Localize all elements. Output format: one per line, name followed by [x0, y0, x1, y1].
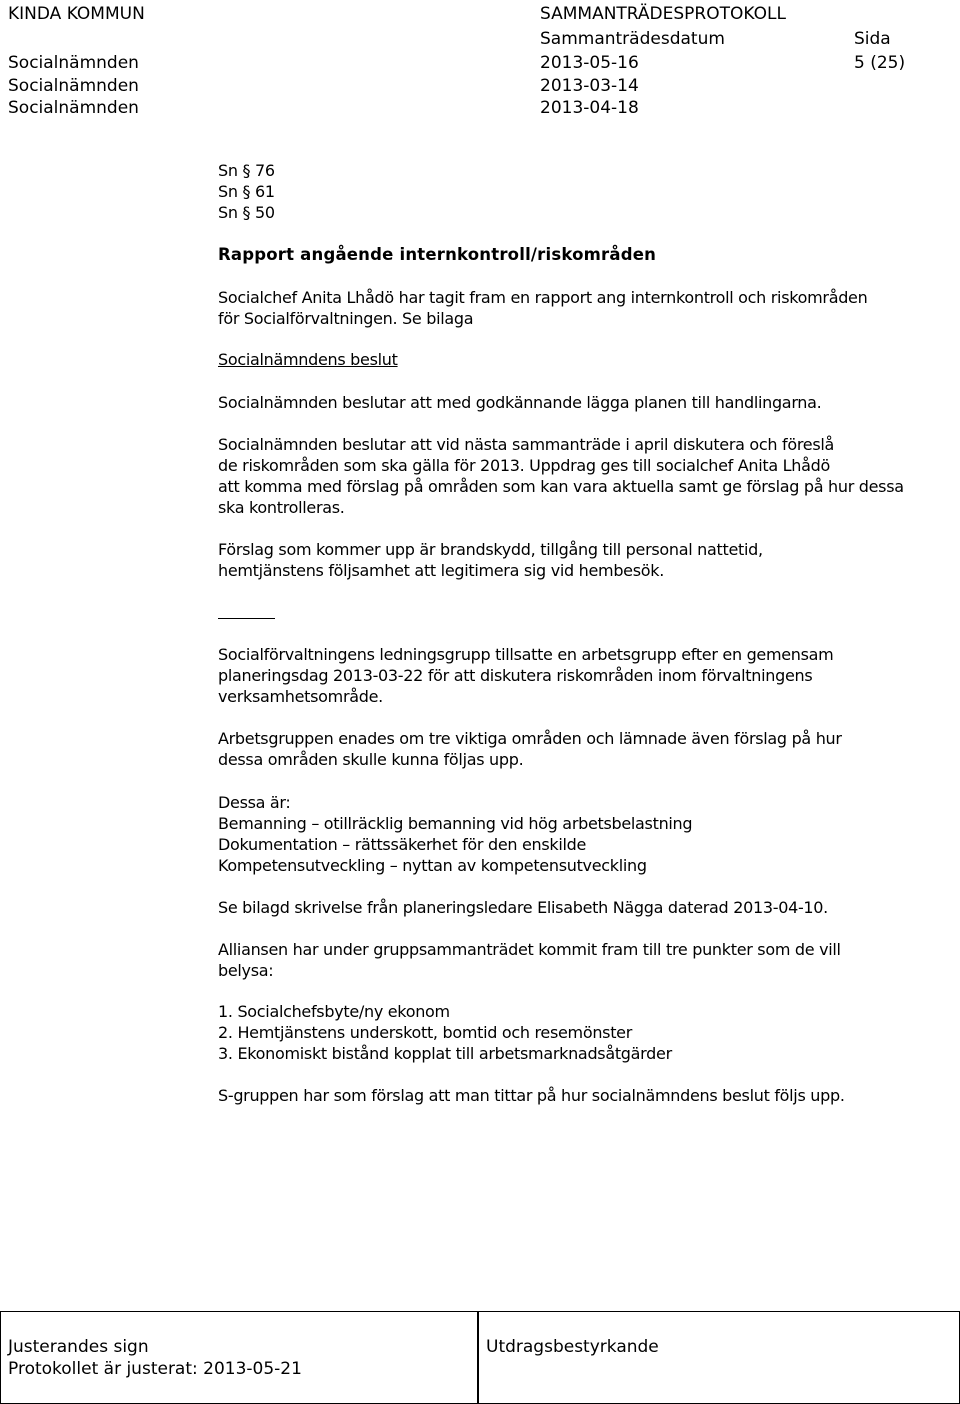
section-references [218, 160, 918, 223]
header-body: Socialnämnden [8, 76, 139, 96]
decision-heading [218, 349, 918, 370]
text-line: verksamhetsområde. [218, 687, 383, 706]
decision-paragraph-2 [218, 434, 918, 518]
footer-sign-box [0, 1311, 478, 1404]
page-label: Sida [854, 29, 891, 49]
text-line: Socialförvaltningens ledningsgrupp tillsatte en arbetsgrupp efter en gemensam [218, 645, 834, 664]
header-date: 2013-03-14 [540, 76, 639, 96]
text-line: belysa: [218, 961, 274, 980]
work-group-paragraph [218, 728, 918, 770]
section-ref: Sn § 61 [218, 182, 275, 201]
attachment-note: Se bilagd skrivelse från planeringsledare Elisabeth Nägga daterad 2013-04-10. [218, 898, 828, 917]
intro-paragraph [218, 287, 918, 329]
decision-paragraph-1: Socialnämnden beslutar att med godkännande lägga planen till handlingarna. [218, 393, 822, 412]
list-item: Bemanning – otillräcklig bemanning vid hög arbetsbelastning [218, 814, 693, 833]
alliance-points-list [218, 1001, 918, 1064]
adjusted-date: Protokollet är justerat: 2013-05-21 [8, 1359, 302, 1379]
section-ref: Sn § 76 [218, 161, 275, 180]
decision-heading-text: Socialnämndens beslut [218, 350, 398, 369]
header-date: 2013-04-18 [540, 98, 639, 118]
page-number: 5 (25) [854, 53, 906, 73]
section-ref: Sn § 50 [218, 203, 275, 222]
date-label: Sammanträdesdatum [540, 29, 725, 49]
header-date: 2013-05-16 [540, 53, 639, 73]
list-item: 3. Ekonomiskt bistånd kopplat till arbetsmarknadsåtgärder [218, 1044, 672, 1063]
header-body: Socialnämnden [8, 53, 139, 73]
list-item: Kompetensutveckling – nyttan av kompetensutveckling [218, 856, 647, 875]
list-heading: Dessa är: [218, 793, 291, 812]
group-paragraph [218, 644, 918, 707]
risk-areas-list [218, 792, 918, 876]
separator-line [218, 618, 275, 619]
s-group-paragraph: S-gruppen har som förslag att man tittar på hur socialnämndens beslut följs upp. [218, 1086, 845, 1105]
alliance-paragraph [218, 939, 918, 981]
list-item: 2. Hemtjänstens underskott, bomtid och resemönster [218, 1023, 632, 1042]
text-line: för Socialförvaltningen. Se bilaga [218, 309, 474, 328]
doc-type: SAMMANTRÄDESPROTOKOLL [540, 4, 786, 24]
list-item: Dokumentation – rättssäkerhet för den enskilde [218, 835, 587, 854]
text-line: de riskområden som ska gälla för 2013. Uppdrag ges till socialchef Anita Lhådö [218, 456, 830, 475]
text-line: att komma med förslag på områden som kan vara aktuella samt ge förslag på hur dessa [218, 477, 904, 496]
header-body: Socialnämnden [8, 98, 139, 118]
footer [0, 1311, 960, 1404]
text-line: Förslag som kommer upp är brandskydd, tillgång till personal nattetid, [218, 540, 763, 559]
document-title: Rapport angående internkontroll/riskområden [218, 245, 657, 264]
footer-extract-box [478, 1311, 960, 1404]
text-line: planeringsdag 2013-03-22 för att diskutera riskområden inom förvaltningens [218, 666, 813, 685]
text-line: Alliansen har under gruppsammanträdet kommit fram till tre punkter som de vill [218, 940, 841, 959]
org-name: KINDA KOMMUN [8, 4, 145, 24]
text-line: Socialnämnden beslutar att vid nästa sammanträde i april diskutera och föreslå [218, 435, 835, 454]
text-line: Socialchef Anita Lhådö har tagit fram en rapport ang internkontroll och riskområden [218, 288, 868, 307]
sign-label: Justerandes sign [8, 1337, 149, 1357]
extract-label: Utdragsbestyrkande [486, 1337, 659, 1357]
list-item: 1. Socialchefsbyte/ny ekonom [218, 1002, 450, 1021]
text-line: ska kontrolleras. [218, 498, 345, 517]
text-line: dessa områden skulle kunna följas upp. [218, 750, 524, 769]
text-line: Arbetsgruppen enades om tre viktiga områden och lämnade även förslag på hur [218, 729, 842, 748]
text-line: hemtjänstens följsamhet att legitimera sig vid hembesök. [218, 561, 665, 580]
proposal-paragraph [218, 539, 918, 581]
